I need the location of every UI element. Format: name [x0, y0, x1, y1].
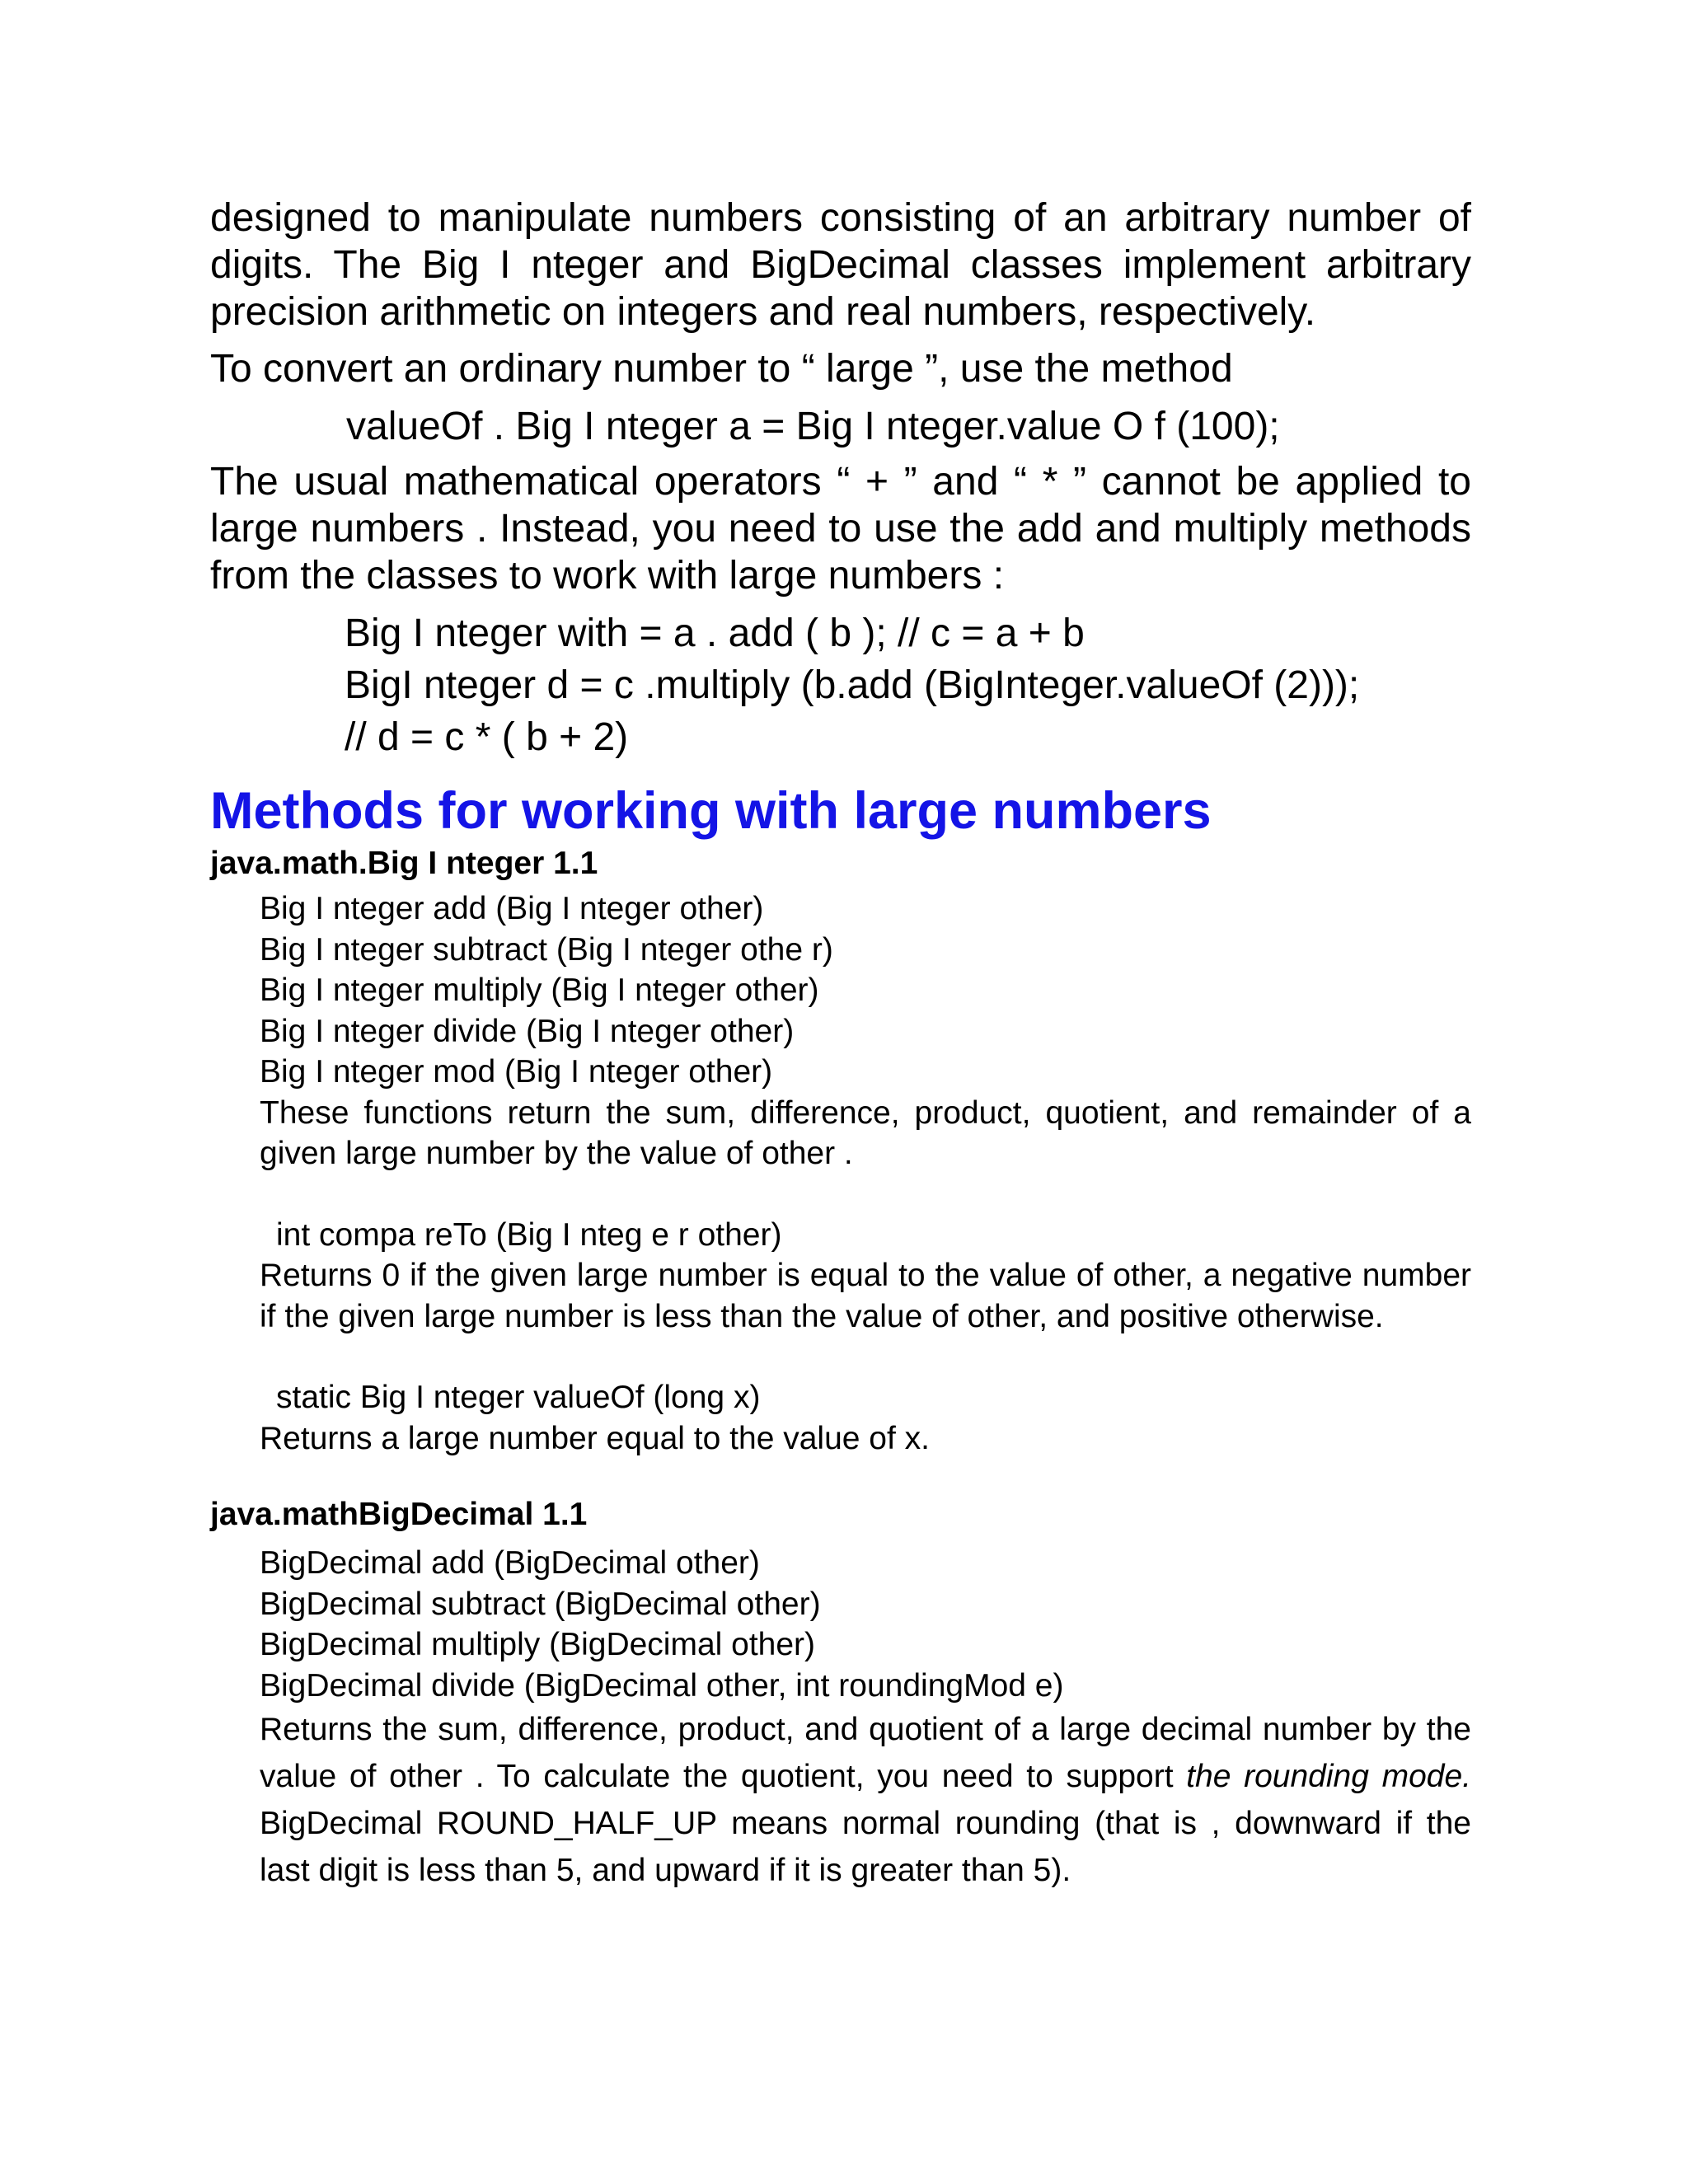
biginteger-compareto-description: Returns 0 if the given large number is equal to the value of other, a negative number if the given large number is less than the value of other, and positive otherwise.	[260, 1258, 1471, 1334]
bigdecimal-package-title: java.mathBigDecimal 1.1	[210, 1497, 588, 1532]
bigdecimal-methods	[210, 1543, 1471, 1894]
intro-paragraph-2: To convert an ordinary number to “ large ”, use the method	[210, 347, 1233, 391]
code-line-valueof: valueOf . Big I nteger a = Big I nteger.value O f (100);	[346, 405, 1280, 448]
bigdecimal-methods-description	[260, 1706, 1471, 1894]
code-line-add: Big I nteger with = a . add ( b ); // c = a + b	[345, 612, 1085, 655]
biginteger-methods-description: These functions return the sum, difference, product, quotient, and remainder of a given large number by the value of other .	[260, 1094, 1471, 1171]
biginteger-package-title: java.math.Big I nteger 1.1	[210, 846, 598, 881]
biginteger-method-mod: Big I nteger mod (Big I nteger other)	[260, 1054, 773, 1090]
code-line-comment: // d = c * ( b + 2)	[345, 715, 629, 759]
biginteger-valueof-signature: static Big I nteger valueOf (long x)	[276, 1380, 761, 1415]
code-block	[210, 607, 1471, 763]
bigdecimal-method-subtract: BigDecimal subtract (BigDecimal other)	[260, 1586, 821, 1622]
biginteger-method-divide: Big I nteger divide (Big I nteger other)	[260, 1013, 795, 1049]
biginteger-methods	[210, 888, 1471, 1459]
biginteger-method-multiply: Big I nteger multiply (Big I nteger other)	[260, 972, 819, 1008]
biginteger-method-add: Big I nteger add (Big I nteger other)	[260, 891, 764, 926]
bigdecimal-desc-italic: the rounding mode.	[1186, 1759, 1471, 1794]
intro-paragraph-3: The usual mathematical operators “ + ” and “ * ” cannot be applied to large numbers . Instead, you need to use the add and multiply methods from the classes to work with large numbers :	[210, 460, 1471, 598]
bigdecimal-method-add: BigDecimal add (BigDecimal other)	[260, 1545, 760, 1581]
code-line-multiply: BigI nteger d = c .multiply (b.add (BigInteger.valueOf (2)));	[345, 663, 1360, 707]
bigdecimal-method-multiply: BigDecimal multiply (BigDecimal other)	[260, 1627, 816, 1662]
section-heading: Methods for working with large numbers	[210, 782, 1212, 840]
intro-paragraph-1: designed to manipulate numbers consisting of an arbitrary number of digits. The Big I nteger and BigDecimal classes implement arbitrary precision arithmetic on integers and real numbers, respectively.	[210, 196, 1471, 334]
biginteger-compareto-signature: int compa reTo (Big I nteg e r other)	[276, 1216, 782, 1253]
bigdecimal-desc-part2: BigDecimal ROUND_HALF_UP means normal rounding (that is , downward if the last digit is less than 5, and upward if it is greater than 5).	[260, 1806, 1471, 1888]
biginteger-method-subtract: Big I nteger subtract (Big I nteger othe r)	[260, 931, 833, 968]
bigdecimal-method-divide: BigDecimal divide (BigDecimal other, int roundingMod e)	[260, 1667, 1064, 1704]
biginteger-valueof-description: Returns a large number equal to the value of x.	[260, 1420, 930, 1456]
document-page	[210, 194, 1471, 1894]
bigdecimal-desc-part1: Returns the sum, difference, product, and quotient of a large decimal number by the value of other . To calculate the quotient, you need to support	[260, 1712, 1471, 1794]
